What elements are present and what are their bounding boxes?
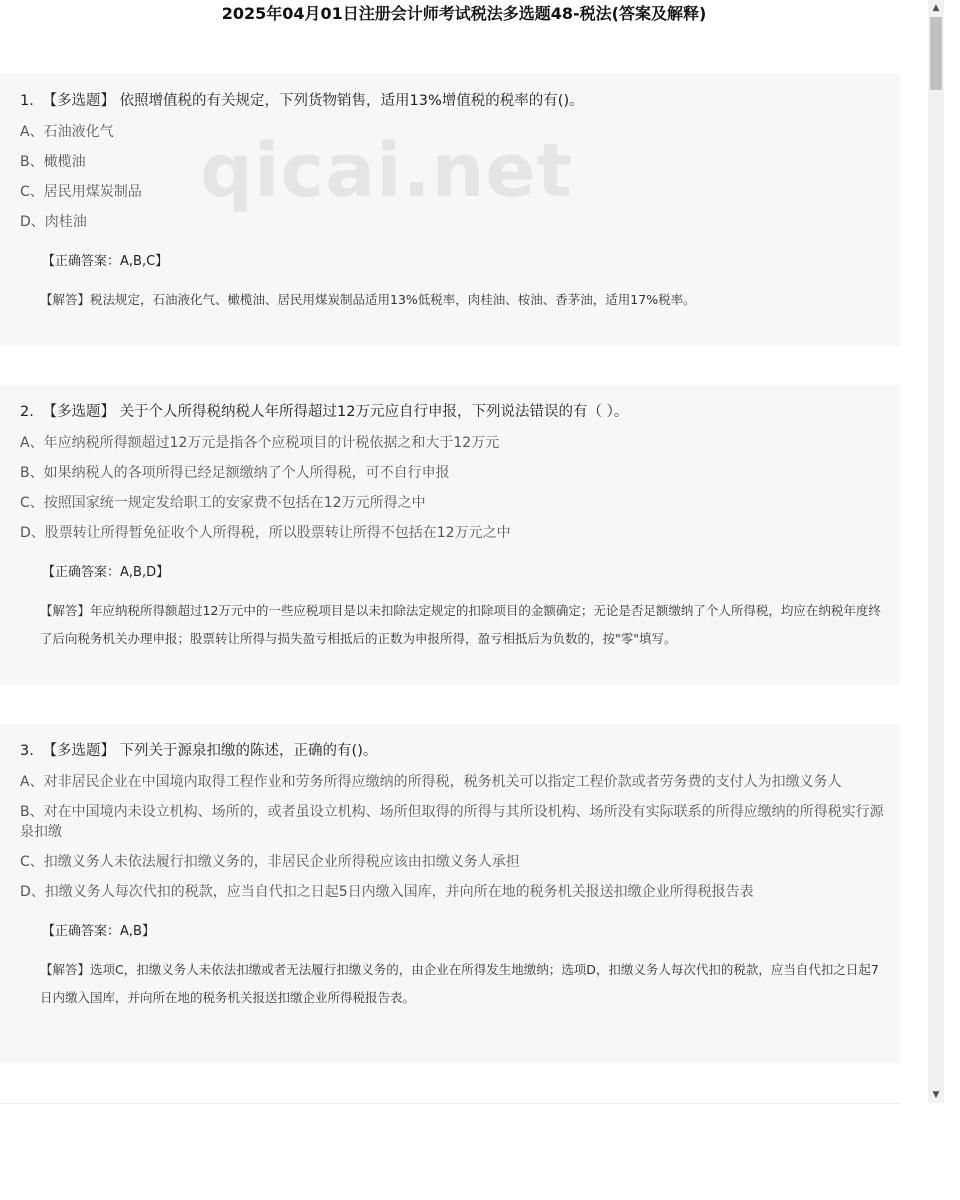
option-b: B、对在中国境内未设立机构、场所的，或者虽设立机构、场所但取得的所得与其所设机构、场所没有实际联系的所得应缴纳的所得税实行源泉扣缴 (20, 804, 884, 840)
page-title: 2025年04月01日注册会计师考试税法多选题48-税法(答案及解释) (221, 4, 707, 23)
option-b: B、橄榄油 (20, 154, 86, 170)
option-d: D、肉桂油 (20, 214, 87, 230)
question-type-tag: 【多选题】 (42, 743, 115, 759)
option-b: B、如果纳税人的各项所得已经足额缴纳了个人所得税，可不自行申报 (20, 465, 450, 481)
question-text: 关于个人所得税纳税人年所得超过12万元应自行申报，下列说法错误的有（ ）。 (119, 404, 629, 420)
question-number: 3. (20, 743, 34, 759)
option-a: A、年应纳税所得额超过12万元是指各个应税项目的计税依据之和大于12万元 (20, 435, 500, 451)
question-text: 依照增值税的有关规定，下列货物销售，适用13%增值税的税率的有()。 (119, 93, 584, 109)
scrollbar-thumb[interactable] (930, 17, 942, 90)
question-card-2 (0, 385, 900, 685)
question-number: 2. (20, 404, 34, 420)
question-type-tag: 【多选题】 (42, 404, 115, 420)
option-c: C、居民用煤炭制品 (20, 184, 142, 200)
explanation: 【解答】选项C，扣缴义务人未依法扣缴或者无法履行扣缴义务的，由企业在所得发生地缴纳；选项D，扣缴义务人每次代扣的税款，应当自代扣之日起7日内缴入国库，并向所在地的税务机关报送扣缴企业所得税报告表。 (40, 962, 879, 1005)
question-title (20, 401, 888, 423)
vertical-scrollbar[interactable] (928, 0, 944, 1103)
scroll-down-arrow-icon[interactable]: ▼ (932, 1090, 940, 1100)
question-card-3 (0, 724, 900, 1063)
question-number: 1. (20, 93, 34, 109)
scroll-up-arrow-icon[interactable]: ▲ (932, 3, 940, 13)
explanation: 【解答】年应纳税所得额超过12万元中的一些应税项目是以未扣除法定规定的扣除项目的金额确定；无论是否足额缴纳了个人所得税，均应在纳税年度终了后向税务机关办理申报；股票转让所得与损失盈亏相抵后的正数为申报所得，盈亏相抵后为负数的，按"零"填写。 (40, 603, 881, 646)
option-c: C、按照国家统一规定发给职工的安家费不包括在12万元所得之中 (20, 495, 426, 511)
option-c: C、扣缴义务人未依法履行扣缴义务的，非居民企业所得税应该由扣缴义务人承担 (20, 854, 520, 870)
question-title (20, 740, 888, 762)
option-d: D、股票转让所得暂免征收个人所得税，所以股票转让所得不包括在12万元之中 (20, 525, 511, 541)
correct-answer: 【正确答案：A,B,C】 (42, 254, 169, 269)
question-text: 下列关于源泉扣缴的陈述，正确的有()。 (119, 743, 378, 759)
option-a: A、石油液化气 (20, 124, 114, 140)
bottom-divider (0, 1103, 900, 1104)
watermark: qicai.net (200, 128, 573, 214)
option-d: D、扣缴义务人每次代扣的税款，应当自代扣之日起5日内缴入国库，并向所在地的税务机关报送扣缴企业所得税报告表 (20, 884, 754, 900)
question-type-tag: 【多选题】 (42, 93, 115, 109)
question-title (20, 90, 888, 112)
explanation: 【解答】税法规定，石油液化气、橄榄油、居民用煤炭制品适用13%低税率，肉桂油、桉油、香茅油，适用17%税率。 (40, 292, 696, 307)
correct-answer: 【正确答案：A,B】 (42, 924, 155, 939)
correct-answer: 【正确答案：A,B,D】 (42, 565, 170, 580)
option-a: A、对非居民企业在中国境内取得工程作业和劳务所得应缴纳的所得税，税务机关可以指定工程价款或者劳务费的支付人为扣缴义务人 (20, 774, 842, 790)
